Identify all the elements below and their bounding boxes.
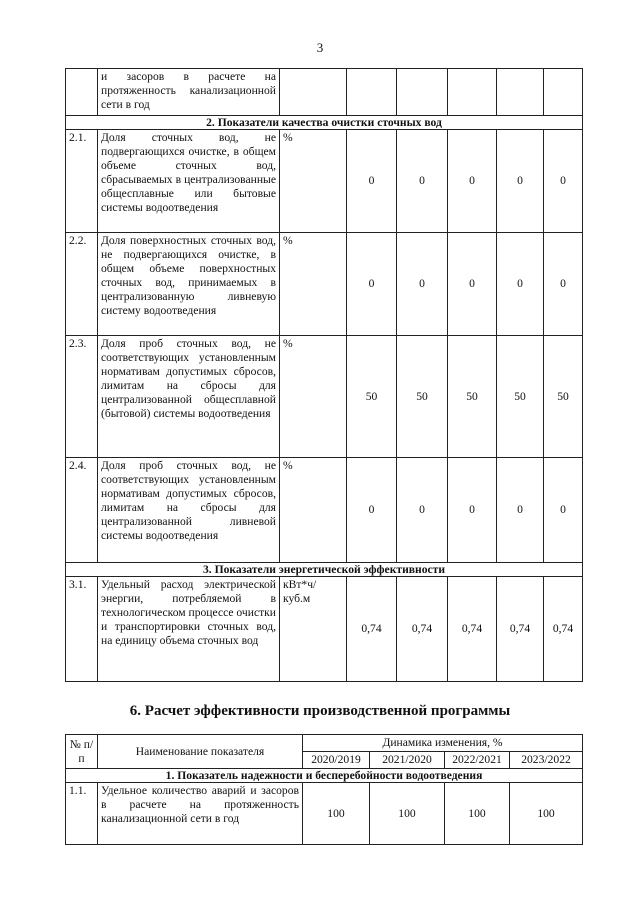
row-number: 2.2. bbox=[66, 233, 98, 336]
row-number: 2.3. bbox=[66, 336, 98, 458]
indicator-name: и засоров в расчете на протяженность канализационной сети в год bbox=[98, 69, 280, 116]
table-row bbox=[66, 130, 583, 233]
value-cell: 50 bbox=[397, 336, 448, 458]
value-cell: 0,74 bbox=[544, 577, 583, 682]
table-row bbox=[66, 783, 583, 845]
value-cell: 0 bbox=[347, 233, 397, 336]
indicator-name: Доля сточных вод, не подвергающихся очистке, в общем объеме сточных вод, сбрасываемых в централизованные общесплавные или бытовые системы водоотведения bbox=[98, 130, 280, 233]
value-cell: 0,74 bbox=[448, 577, 497, 682]
value-cell: 0 bbox=[544, 130, 583, 233]
value-cell: 100 bbox=[510, 783, 583, 845]
section-title: 3. Показатели энергетической эффективности bbox=[66, 563, 583, 577]
unit-cell: % bbox=[280, 130, 347, 233]
column-header-year: 2020/2019 bbox=[303, 752, 370, 769]
value-cell: 50 bbox=[497, 336, 544, 458]
table-row bbox=[66, 577, 583, 682]
value-cell: 0 bbox=[347, 130, 397, 233]
row-number: 3.1. bbox=[66, 577, 98, 682]
table-row bbox=[66, 233, 583, 336]
value-cell: 0 bbox=[497, 130, 544, 233]
column-header-number: № п/п bbox=[66, 735, 98, 769]
value-cell: 0 bbox=[397, 233, 448, 336]
value-cell: 100 bbox=[445, 783, 510, 845]
unit-cell: % bbox=[280, 336, 347, 458]
value-cell: 0 bbox=[497, 458, 544, 563]
value-cell: 50 bbox=[347, 336, 397, 458]
value-cell: 0,74 bbox=[397, 577, 448, 682]
section-row bbox=[66, 563, 583, 577]
indicator-name: Удельный расход электрической энергии, потребляемой в технологическом процессе очистки и транспортировки сточных вод, на единицу объема сточных вод bbox=[98, 577, 280, 682]
value-cell: 0 bbox=[397, 130, 448, 233]
value-cell: 0 bbox=[448, 130, 497, 233]
value-cell: 0 bbox=[448, 458, 497, 563]
indicator-name: Удельное количество аварий и засоров в расчете на протяженность канализационной сети в год bbox=[98, 783, 303, 845]
section-row bbox=[66, 769, 583, 783]
row-number: 1.1. bbox=[66, 783, 98, 845]
section-heading: 6. Расчет эффективности производственной программы bbox=[129, 703, 511, 719]
value-cell: 0,74 bbox=[347, 577, 397, 682]
quality-indicators-table bbox=[65, 68, 583, 682]
section-title: 1. Показатель надежности и бесперебойности водоотведения bbox=[66, 769, 583, 783]
indicator-name: Доля проб сточных вод, не соответствующих установленным нормативам допустимых сбросов, лимитам на сбросы для централизованной ливневой системы водоотведения bbox=[98, 458, 280, 563]
value-cell: 0 bbox=[347, 458, 397, 563]
indicator-name: Доля поверхностных сточных вод, не подвергающихся очистке, в общем объеме поверхностных сточных вод, принимаемых в централизованную ливневую систему водоотведения bbox=[98, 233, 280, 336]
table-row bbox=[66, 336, 583, 458]
header-row bbox=[66, 735, 583, 752]
value-cell: 0 bbox=[448, 233, 497, 336]
value-cell: 0,74 bbox=[497, 577, 544, 682]
value-cell: 0 bbox=[397, 458, 448, 563]
column-header-year: 2021/2020 bbox=[370, 752, 445, 769]
column-header-dynamics: Динамика изменения, % bbox=[303, 735, 583, 752]
section-title: 2. Показатели качества очистки сточных вод bbox=[66, 116, 583, 130]
unit-cell: % bbox=[280, 458, 347, 563]
row-number: 2.1. bbox=[66, 130, 98, 233]
row-number: 2.4. bbox=[66, 458, 98, 563]
column-header-name: Наименование показателя bbox=[98, 735, 303, 769]
page-number: 3 bbox=[316, 40, 324, 55]
value-cell: 100 bbox=[303, 783, 370, 845]
table-row bbox=[66, 69, 583, 116]
section-row bbox=[66, 116, 583, 130]
value-cell: 0 bbox=[497, 233, 544, 336]
value-cell: 50 bbox=[448, 336, 497, 458]
column-header-year: 2023/2022 bbox=[510, 752, 583, 769]
value-cell: 0 bbox=[544, 458, 583, 563]
table-row bbox=[66, 458, 583, 563]
column-header-year: 2022/2021 bbox=[445, 752, 510, 769]
unit-cell: % bbox=[280, 233, 347, 336]
value-cell: 50 bbox=[544, 336, 583, 458]
indicator-name: Доля проб сточных вод, не соответствующих установленным нормативам допустимых сбросов, лимитам на сбросы для централизованной общесплавной (бытовой) системы водоотведения bbox=[98, 336, 280, 458]
value-cell: 0 bbox=[544, 233, 583, 336]
unit-cell: кВт*ч/ куб.м bbox=[280, 577, 347, 682]
value-cell: 100 bbox=[370, 783, 445, 845]
efficiency-table bbox=[65, 734, 583, 845]
